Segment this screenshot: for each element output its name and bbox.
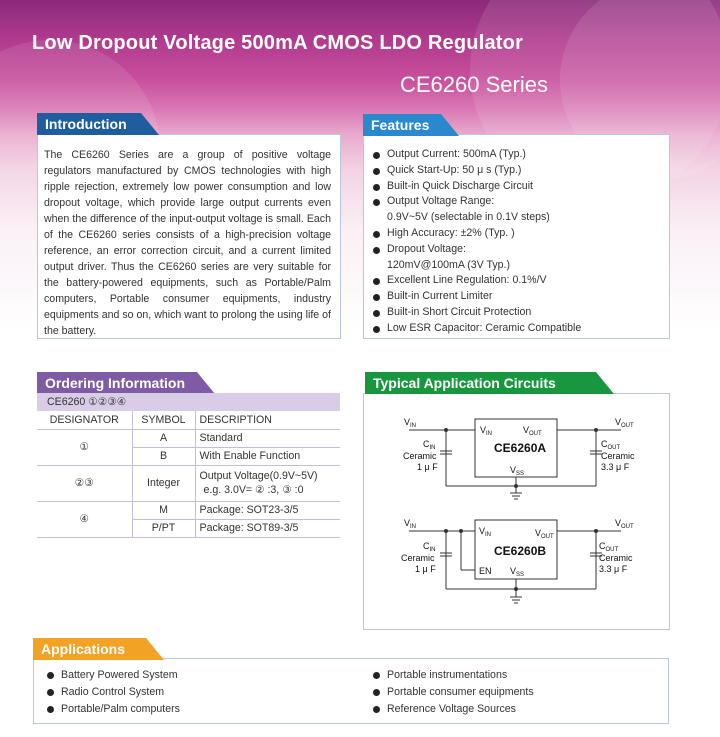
- chip-vout-pin: $V_{OUT}$: [523, 425, 542, 437]
- description-cell: Package: SOT89-3/5: [195, 519, 340, 537]
- application-item: Portable consumer equipments: [373, 684, 534, 701]
- ordering-tab: Ordering Information: [37, 372, 197, 394]
- feature-item: Built-in Current Limiter: [372, 289, 581, 305]
- designator-cell: ①: [37, 429, 132, 465]
- applications-tab: Applications: [33, 638, 146, 660]
- feature-item: Low ESR Capacitor: Ceramic Compatible: [372, 321, 581, 337]
- cin-label: $C_{IN}$: [423, 541, 436, 553]
- vin-label: $V_{IN}$: [404, 518, 417, 530]
- column-header: DESCRIPTION: [195, 411, 340, 429]
- application-item: Portable/Palm computers: [47, 701, 180, 718]
- cout-type: Ceramic: [599, 553, 633, 563]
- cin-type: Ceramic: [403, 451, 437, 461]
- feature-item-continuation: 120mV@100mA (3V Typ.): [387, 258, 511, 271]
- chip-vin-pin: $V_{IN}$: [479, 526, 492, 538]
- symbol-cell: A: [132, 429, 195, 447]
- cin-label: $C_{IN}$: [423, 439, 436, 451]
- junction-dot: [444, 529, 448, 533]
- introduction-text: The CE6260 Series are a group of positive voltage regulators manufactured by CMOS technologies with high ripple rejection, extremely low power consumption and low dropout voltage, which provide large output currents even when the difference of the input-output voltage is small. Each of the CE6260 series consists of a high-precision voltage reference, an error correction circuit, and a current limited output driver. Thus the CE6260 series are very suitable for the battery-powered equipments, such as Portable/Palm computers, Portable consumer equipments, industry equipments and so on, which want to prolong the using life of the battery.: [44, 149, 331, 337]
- description-line: Output Voltage(0.9V~5V): [199, 470, 318, 482]
- chip-label-b: CE6260B: [494, 544, 547, 558]
- symbol-cell: P/PT: [132, 519, 195, 537]
- ordering-table: [37, 411, 340, 538]
- ordering-code: CE6260 ①②③④: [37, 393, 340, 411]
- feature-item: Output Voltage Range:: [372, 194, 581, 210]
- feature-item: Output Current: 500mA (Typ.): [372, 147, 581, 163]
- chip-vout-pin: $V_{OUT}$: [535, 528, 554, 540]
- chip-vss-pin: $V_{SS}$: [510, 566, 525, 578]
- page-title: Low Dropout Voltage 500mA CMOS LDO Regulator: [32, 32, 524, 54]
- symbol-cell: Integer: [132, 465, 195, 501]
- junction-dot: [514, 587, 518, 591]
- features-list: [372, 147, 581, 337]
- cin-value: 1 μ F: [417, 462, 438, 472]
- feature-item: Quick Start-Up: 50 μ s (Typ.): [372, 163, 581, 179]
- application-item: Battery Powered System: [47, 667, 180, 684]
- cout-type: Ceramic: [601, 451, 635, 461]
- junction-dot: [514, 484, 518, 488]
- cin-value: 1 μ F: [415, 564, 436, 574]
- column-header: DESIGNATOR: [37, 411, 132, 429]
- chip-vss-pin: $V_{SS}$: [510, 465, 525, 477]
- cout-label: $C_{OUT}$: [601, 439, 621, 451]
- applications-list-right: [373, 667, 534, 718]
- feature-item: Built-in Short Circuit Protection: [372, 305, 581, 321]
- description-cell: With Enable Function: [195, 447, 340, 465]
- designator-cell: ④: [37, 501, 132, 537]
- table-row: [37, 429, 340, 447]
- symbol-cell: B: [132, 447, 195, 465]
- vout-label: $V_{OUT}$: [615, 518, 634, 530]
- table-row: [37, 465, 340, 501]
- designator-cell: ②③: [37, 465, 132, 501]
- feature-item-continuation: 0.9V~5V (selectable in 0.1V steps): [387, 211, 550, 224]
- applications-list-left: [47, 667, 180, 718]
- cout-label: $C_{OUT}$: [599, 541, 619, 553]
- description-cell: Standard: [195, 429, 340, 447]
- description-cell: Package: SOT23-3/5: [195, 501, 340, 519]
- junction-dot: [594, 428, 598, 432]
- feature-item: Built-in Quick Discharge Circuit: [372, 179, 581, 195]
- junction-dot: [444, 428, 448, 432]
- cout-value: 3.3 μ F: [599, 564, 628, 574]
- vin-label: $V_{IN}$: [404, 417, 417, 429]
- feature-item: Dropout Voltage:: [372, 242, 581, 258]
- cout-value: 3.3 μ F: [601, 462, 630, 472]
- column-header: SYMBOL: [132, 411, 195, 429]
- application-item: Reference Voltage Sources: [373, 701, 534, 718]
- junction-dot: [594, 529, 598, 533]
- symbol-cell: M: [132, 501, 195, 519]
- application-item: Radio Control System: [47, 684, 180, 701]
- features-tab: Features: [363, 114, 441, 136]
- chip-label-a: CE6260A: [494, 441, 547, 455]
- cin-type: Ceramic: [401, 553, 435, 563]
- introduction-tab: Introduction: [37, 113, 141, 135]
- series-title: CE6260 Series: [400, 72, 548, 97]
- feature-item: High Accuracy: ±2% (Typ. ): [372, 226, 581, 242]
- table-row: [37, 501, 340, 519]
- circuits-tab: Typical Application Circuits: [365, 372, 596, 394]
- application-circuit-diagram: [363, 393, 670, 630]
- feature-item: Excellent Line Regulation: 0.1%/V: [372, 273, 581, 289]
- vout-label: $V_{OUT}$: [615, 417, 634, 429]
- chip-en-pin: EN: [479, 566, 492, 576]
- description-line: e.g. 3.0V= ② :3, ③ :0: [203, 484, 304, 496]
- junction-dot: [459, 529, 463, 533]
- description-cell: [195, 465, 340, 501]
- table-header-row: [37, 411, 340, 429]
- chip-vin-pin: $V_{IN}$: [480, 425, 493, 437]
- application-item: Portable instrumentations: [373, 667, 534, 684]
